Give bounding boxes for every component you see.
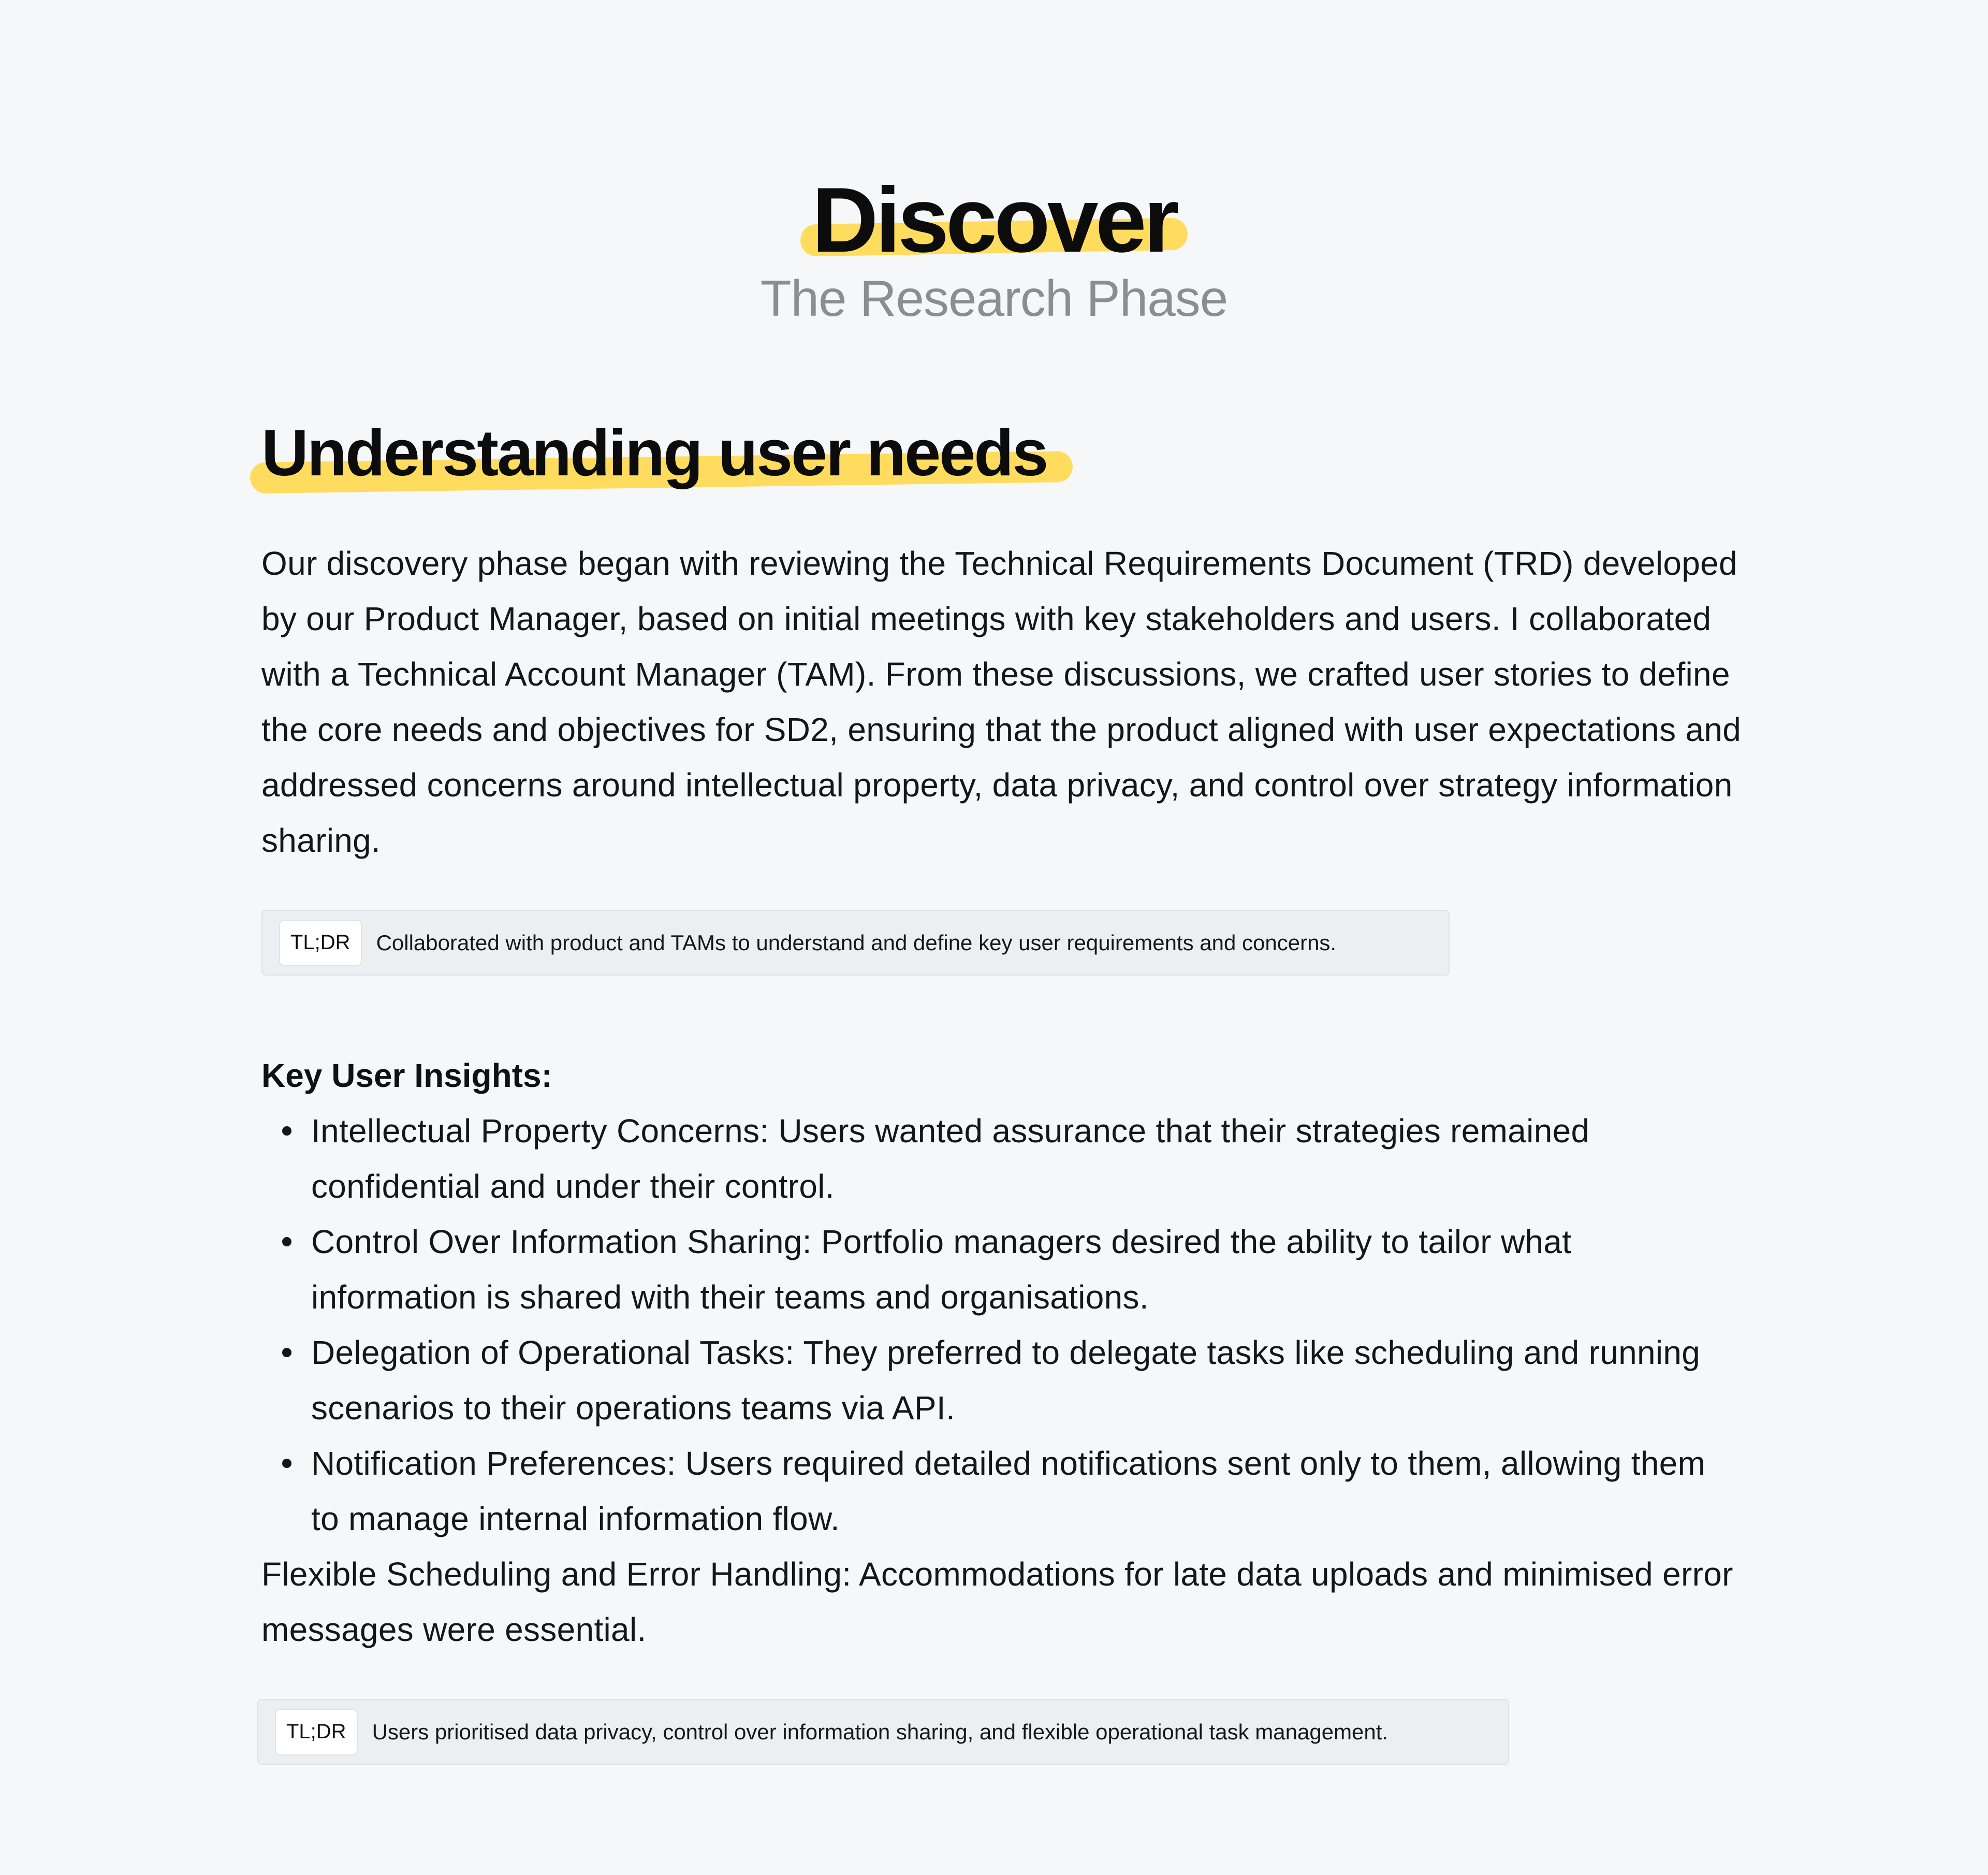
tldr-text: Users prioritised data privacy, control over information sharing, and flexible operational task management. bbox=[372, 1719, 1388, 1744]
flexible-scheduling-paragraph: Flexible Scheduling and Error Handling: Accommodations for late data uploads and minimised error messages were essential. bbox=[261, 1556, 1733, 1648]
intro-paragraph: Our discovery phase began with reviewing the Technical Requirements Document (TRD) developed by our Product Manager, based on initial meetings with key stakeholders and users. I collaborated with a Technical Account Manager (TAM). From these discussions, we crafted user stories to define the core needs and objectives for SD2, ensuring that the product aligned with user expectations and addressed concerns around intellectual property, data privacy, and control over strategy information sharing. bbox=[261, 545, 1742, 859]
list-item-text: Control Over Information Sharing: Portfolio managers desired the ability to tailor what information is shared with their teams and organisations. bbox=[311, 1223, 1572, 1316]
tldr-callout bbox=[261, 910, 1450, 976]
tldr-badge: TL;DR bbox=[279, 920, 362, 966]
list-item-text: Delegation of Operational Tasks: They preferred to delegate tasks like scheduling and running scenarios to their operations teams via API. bbox=[311, 1334, 1701, 1427]
tldr-text: Collaborated with product and TAMs to understand and define key user requirements and concerns. bbox=[376, 930, 1337, 955]
hero bbox=[0, 168, 1988, 329]
list-item bbox=[261, 1103, 1742, 1214]
hero-title-wrap bbox=[812, 168, 1176, 271]
list-item bbox=[261, 1214, 1742, 1325]
list-item bbox=[261, 1436, 1742, 1547]
list-item-text: Notification Preferences: Users required detailed notifications sent only to them, allowing them to manage internal information flow. bbox=[311, 1445, 1706, 1537]
main-content bbox=[261, 414, 1742, 1765]
insights-heading: Key User Insights: bbox=[261, 1057, 552, 1094]
list-item bbox=[261, 1325, 1742, 1436]
section-title: Understanding user needs bbox=[261, 416, 1047, 489]
tldr-callout-summary bbox=[257, 1699, 1509, 1765]
list-item-text: Intellectual Property Concerns: Users wanted assurance that their strategies remained confidential and under their control. bbox=[311, 1112, 1590, 1205]
insights-list bbox=[261, 1103, 1742, 1547]
section-title-wrap bbox=[261, 414, 1047, 492]
bullet-icon bbox=[282, 1459, 291, 1468]
bullet-icon bbox=[282, 1348, 291, 1357]
bullet-icon bbox=[282, 1126, 291, 1136]
tldr-badge: TL;DR bbox=[275, 1709, 358, 1755]
page-subtitle: The Research Phase bbox=[760, 270, 1228, 327]
page-title: Discover bbox=[812, 168, 1176, 271]
bullet-icon bbox=[282, 1237, 291, 1246]
